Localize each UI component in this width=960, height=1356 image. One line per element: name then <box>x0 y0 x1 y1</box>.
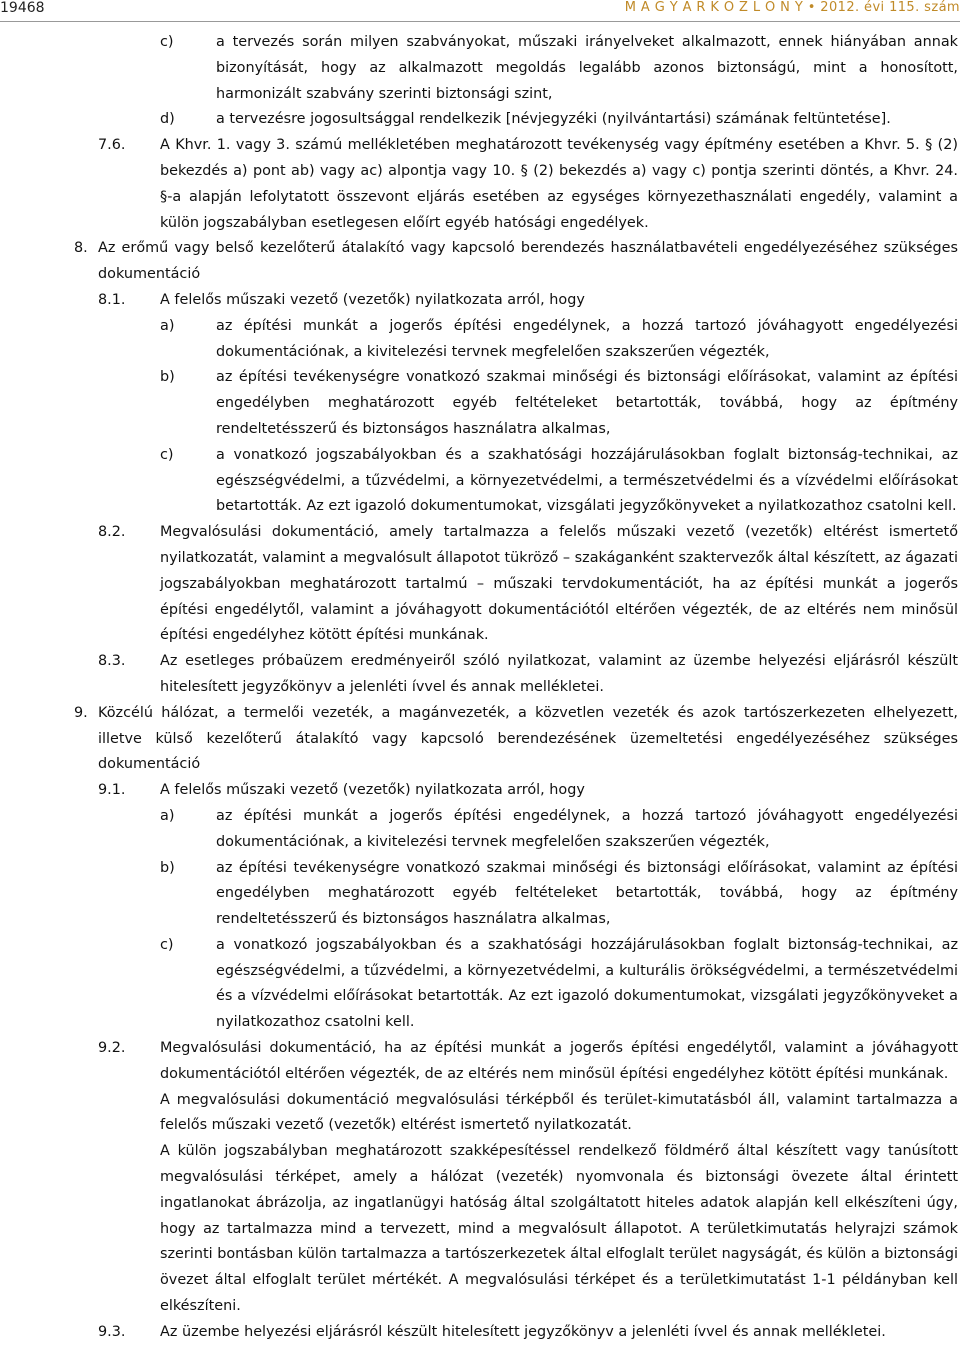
item-number: 8. <box>74 240 88 257</box>
item-text: az építési tevékenységre vonatkozó szakmai minőségi és biztonsági előírásokat, valamint az építési engedélyben meghatározott egyéb feltételeket betartották, továbbá, hogy az építmény rendeltetésszerű és biztonságos használatra alkalmas, <box>216 859 958 928</box>
item-text: A felelős műszaki vezető (vezetők) nyilatkozata arról, hogy <box>160 291 585 308</box>
item-number: c) <box>160 936 174 953</box>
item-text: Az üzembe helyezési eljárásról készült hitelesített jegyzőkönyv a jelenléti ívvel és annak mellékletei. <box>160 1323 886 1340</box>
item-text: a tervezésre jogosultsággal rendelkezik [névjegyzéki (nyilvántartási) számának feltüntetése]. <box>216 111 891 128</box>
lettered-item <box>0 804 960 856</box>
item-text: Megvalósulási dokumentáció, amely tartalmazza a felelős műszaki vezető (vezetők) eltérést ismertető nyilatkozatát, valamint a megvalósult állapotot tükröző – szakáganként szaktervezők által készített, az ágazati jogszabályokban meghatározott tartalmú – műszaki tervdokumentációt, ha az építési munkát a jogerős építési engedélytől, valamint a jóváhagyott dokumentációtól eltérően végezték, de az eltérés nem minősül építési engedélyhez kötött építési munkának. <box>160 524 958 644</box>
numbered-section <box>0 236 960 288</box>
item-text: a tervezés során milyen szabványokat, műszaki irányelveket alkalmazott, ennek hiányában annak bizonyítását, hogy az alkalmazott megoldás legalább azonos biztonságú, mint a honosított, harmonizált szabvány szerinti biztonsági szint, <box>216 34 958 102</box>
continuation-paragraph <box>0 1088 960 1140</box>
page-header <box>0 0 960 22</box>
numbered-subsection <box>0 133 960 236</box>
lettered-item <box>0 107 960 133</box>
item-number: b) <box>160 369 175 386</box>
item-number: 8.2. <box>98 524 126 541</box>
item-text: az építési tevékenységre vonatkozó szakmai minőségi és biztonsági előírásokat, valamint az építési engedélyben meghatározott egyéb feltételeket betartották, továbbá, hogy az építmény rendeltetésszerű és biztonságos használatra alkalmas, <box>216 369 958 437</box>
journal-running-title: M A G Y A R K Ö Z L Ö N Y • 2012. évi 115. szám <box>624 0 960 15</box>
item-text: A külön jogszabályban meghatározott szakképesítéssel rendelkező földmérő által készített vagy tanúsított megvalósulási térképet, amely a hálózat (vezeték) nyomvonala és biztonsági övezete által érintett ingatlanokat ábrázolja, az ingatlanügyi hatóság által szolgáltatott hiteles adatok alapján kell elkészíteni úgy, hogy az tartalmazza mind a tervezett, mind a megvalósult állapotot. A területkimutatás helyrajzi számok szerinti bontásban külön tartalmazza a tartószerkezetek által elfoglalt terület nagyságát, és külön a biztonsági övezet által elfoglalt terület mértékét. A megvalósulási térképet és a területkimutatást 1-1 példányban kell elkészíteni. <box>160 1143 958 1315</box>
lettered-item <box>0 365 960 442</box>
item-text: a vonatkozó jogszabályokban és a szakhatósági hozzájárulásokban foglalt biztonság-technikai, az egészségvédelmi, a tűzvédelmi, a környezetvédelmi, a természetvédelmi és a vízvédelmi előírásokat betartották. Az ezt igazoló dokumentumokat, vizsgálati jegyzőkönyveket a nyilatkozathoz csatolni kell. <box>216 446 958 515</box>
item-text: az építési munkát a jogerős építési engedélynek, a hozzá tartozó jóváhagyott engedélyezési dokumentációnak, a kivitelezési tervnek megfelelően szakszerűen végezték, <box>216 807 958 850</box>
item-number: 8.1. <box>98 291 126 308</box>
item-text: Megvalósulási dokumentáció, ha az építési munkát a jogerős építési engedélytől, valamint a jóváhagyott dokumentációtól eltérően végezték, de az eltérés nem minősül építési engedélyhez kötött építési munkának. <box>160 1040 958 1082</box>
item-number: 9.1. <box>98 782 126 799</box>
item-number: a) <box>160 807 175 824</box>
numbered-subsection <box>0 649 960 701</box>
numbered-subsection <box>0 288 960 314</box>
item-number: 9. <box>74 704 88 721</box>
lettered-item <box>0 30 960 107</box>
item-text: Közcélú hálózat, a termelői vezeték, a magánvezeték, a közvetlen vezeték és azok tartószerkezeten elhelyezett, illetve külső kezelőterű átalakító vagy kapcsoló berendezésének üzemeltetési engedélyezéséhez szükséges dokumentáció <box>98 704 958 773</box>
page-number: 19468 <box>0 0 45 16</box>
item-text: A Khvr. 1. vagy 3. számú mellékletében meghatározott tevékenység vagy építmény esetében a Khvr. 5. § (2) bekezdés a) pont ab) vagy ac) alpontja vagy 10. § (2) bekezdés a) vagy c) pontja szerinti döntés, a Khvr. 24. §-a alapján lefolytatott összevont eljárás esetében az egységes környezethasználati engedély, valamint a külön jogszabályban esetlegesen előírt egyéb hatósági engedélyek. <box>160 137 958 231</box>
item-number: c) <box>160 34 174 50</box>
item-text: a vonatkozó jogszabályokban és a szakhatósági hozzájárulásokban foglalt biztonság-technikai, az egészségvédelmi, a tűzvédelmi, a környezetvédelmi, a kulturális örökségvédelmi, a természetvédelmi és a vízvédelmi előírásokat betartották. Az ezt igazoló dokumentumokat, vizsgálati jegyzőkönyveket a nyilatkozathoz csatolni kell. <box>216 936 958 1031</box>
numbered-subsection <box>0 520 960 649</box>
lettered-item <box>0 443 960 520</box>
item-number: 8.3. <box>98 653 126 670</box>
numbered-subsection <box>0 778 960 804</box>
item-number: 7.6. <box>98 137 126 154</box>
numbered-subsection <box>0 1320 960 1346</box>
item-text: Az erőmű vagy belső kezelőterű átalakító vagy kapcsoló berendezés használatbavételi engedélyezéséhez szükséges dokumentáció <box>98 240 958 283</box>
continuation-paragraph <box>0 1139 960 1320</box>
item-text: az építési munkát a jogerős építési engedélynek, a hozzá tartozó jóváhagyott engedélyezési dokumentációnak, a kivitelezési tervnek megfelelően szakszerűen végezték, <box>216 317 958 360</box>
item-number: a) <box>160 317 175 334</box>
numbered-subsection <box>0 1036 960 1088</box>
numbered-section <box>0 701 960 778</box>
lettered-item <box>0 856 960 933</box>
item-text: Az esetleges próbaüzem eredményeiről szóló nyilatkozat, valamint az üzembe helyezési eljárásról készült hitelesített jegyzőkönyv a jelenléti ívvel és annak mellékletei. <box>160 653 958 695</box>
item-number: d) <box>160 111 175 128</box>
lettered-item <box>0 933 960 1036</box>
item-number: b) <box>160 859 175 876</box>
lettered-item <box>0 314 960 366</box>
document-body <box>0 30 960 1346</box>
header-rule <box>0 21 960 22</box>
item-text: A megvalósulási dokumentáció megvalósulási térképből és terület-kimutatásból áll, valamint tartalmazza a felelős műszaki vezető (vezetők) eltérést ismertető nyilatkozatát. <box>160 1091 958 1134</box>
item-text: A felelős műszaki vezető (vezetők) nyilatkozata arról, hogy <box>160 782 585 799</box>
item-number: c) <box>160 446 174 463</box>
item-number: 9.2. <box>98 1040 126 1057</box>
item-number: 9.3. <box>98 1323 126 1340</box>
